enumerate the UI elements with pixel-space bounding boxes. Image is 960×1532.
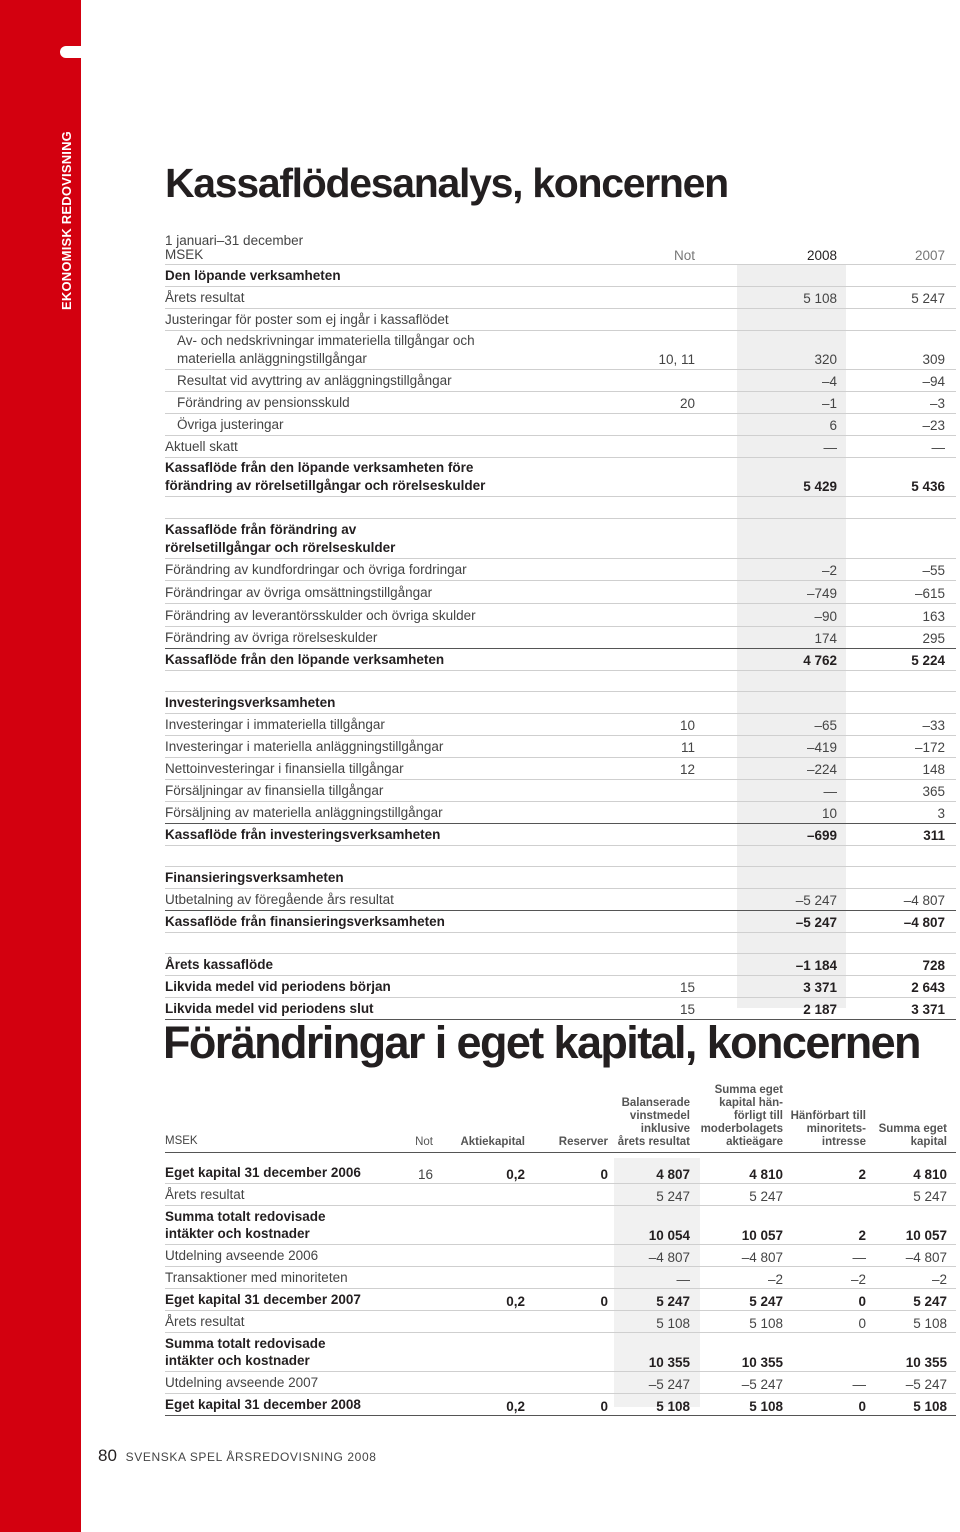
row-label: Kassaflöde från den löpande verksamheten före [165, 460, 474, 475]
value-summa: –4 807 [905, 1250, 947, 1265]
value-2008: 3 371 [803, 980, 837, 995]
value-balanserade: 5 108 [656, 1316, 690, 1331]
section-heading [165, 692, 956, 714]
row-label: Kassaflöde från finansieringsverksamheten [165, 914, 445, 929]
spacer-row [165, 846, 956, 867]
value-summa: 5 108 [913, 1316, 947, 1331]
unit-label: MSEK [165, 1135, 198, 1147]
col-aktiekapital: Aktiekapital [460, 1136, 525, 1148]
value-2007: 148 [922, 762, 945, 777]
row-label: Förändringar av övriga omsättningstillgångar [165, 585, 433, 600]
value-2007: –33 [922, 718, 945, 733]
header-row [165, 249, 956, 265]
value-balanserade: 5 108 [656, 1399, 690, 1414]
value-2008: –749 [806, 586, 837, 601]
table-row [165, 1267, 956, 1289]
col-2008: 2008 [806, 248, 837, 263]
table-row [165, 436, 956, 458]
section-heading [165, 867, 956, 889]
note-ref: 10 [679, 718, 695, 733]
value-2008: — [823, 784, 837, 799]
value-minoritet: 0 [858, 1294, 866, 1309]
col-2007: 2007 [914, 248, 945, 263]
value-2008: –1 184 [795, 958, 837, 973]
value-aktiekapital: 0,2 [506, 1167, 525, 1182]
value-summa-moderbolag: 5 108 [749, 1316, 783, 1331]
value-reserver: 0 [600, 1294, 608, 1309]
row-label: Investeringar i materiella anläggningstillgångar [165, 739, 444, 754]
value-summa: 5 247 [913, 1294, 947, 1309]
value-2007: –94 [922, 374, 945, 389]
total-row [165, 954, 956, 976]
row-label: Försäljningar av finansiella tillgångar [165, 783, 384, 798]
row-label: materiella anläggningstillgångar [177, 351, 367, 366]
value-2008: 5 429 [803, 479, 837, 494]
value-balanserade: 5 247 [656, 1294, 690, 1309]
col-summa-moderbolag: Summa eget kapital hän-förligt till moderbolagets aktieägare [700, 1084, 783, 1148]
row-label: Förändring av leverantörsskulder och övriga skulder [165, 608, 476, 623]
row-label: Årets resultat [165, 290, 245, 305]
row-label: Transaktioner med minoriteten [165, 1270, 348, 1285]
table-row [165, 802, 956, 824]
table-row [165, 714, 956, 736]
table-row [165, 780, 956, 802]
row-label: Årets resultat [165, 1314, 245, 1329]
period-label: 1 januari–31 december [165, 233, 304, 248]
table-row [165, 1372, 956, 1394]
value-2008: 174 [814, 631, 837, 646]
value-aktiekapital: 0,2 [506, 1399, 525, 1414]
subtotal-row [165, 824, 956, 846]
row-label: Summa totalt redovisade [165, 1209, 326, 1224]
value-balanserade: 10 355 [648, 1355, 690, 1370]
row-label: Eget kapital 31 december 2007 [165, 1292, 361, 1307]
value-balanserade: 5 247 [656, 1189, 690, 1204]
value-summa-moderbolag: 5 247 [749, 1294, 783, 1309]
subtotal-row [165, 911, 956, 933]
row-label: Förändring av övriga rörelseskulder [165, 630, 378, 645]
note-ref: 10, 11 [658, 352, 695, 367]
value-2007: –4 807 [903, 893, 945, 908]
table-row [165, 889, 956, 911]
note-ref: 20 [679, 396, 695, 411]
value-summa-moderbolag: 10 057 [741, 1228, 783, 1243]
row-label: Övriga justeringar [177, 417, 284, 432]
table-row [165, 627, 956, 649]
table-row [165, 331, 956, 370]
value-balanserade: — [676, 1272, 690, 1287]
table-row [165, 414, 956, 436]
table-row [165, 581, 956, 604]
value-reserver: 0 [600, 1167, 608, 1182]
spacer-row [165, 933, 956, 954]
row-label: Utdelning avseende 2006 [165, 1248, 319, 1263]
row-label: Investeringar i immateriella tillgångar [165, 717, 385, 732]
value-2007: 3 371 [911, 1002, 945, 1017]
value-2007: 365 [922, 784, 945, 799]
value-minoritet: 2 [858, 1228, 866, 1243]
row-label: Årets kassaflöde [165, 957, 274, 972]
value-2007: — [931, 440, 945, 455]
section-title: Kassaflöde från förändring av [165, 522, 357, 537]
table-row [165, 392, 956, 414]
table-row [165, 1394, 956, 1416]
row-label: Justeringar för poster som ej ingår i kassaflödet [165, 312, 449, 327]
note-ref: 16 [417, 1167, 433, 1182]
equity-table [165, 1082, 956, 1416]
value-2008: –65 [814, 718, 837, 733]
value-summa-moderbolag: 10 355 [741, 1355, 783, 1370]
value-reserver: 0 [600, 1399, 608, 1414]
value-summa: 4 810 [913, 1167, 947, 1182]
value-summa-moderbolag: 4 810 [749, 1167, 783, 1182]
section-title: Finansieringsverksamheten [165, 870, 344, 885]
table-row [165, 370, 956, 392]
value-2008: — [823, 440, 837, 455]
value-2008: 5 108 [803, 291, 837, 306]
col-minoritet: Hänförbart till minoritets-intresse [790, 1110, 866, 1148]
value-minoritet: –2 [850, 1272, 866, 1287]
col-summa: Summa eget kapital [878, 1123, 947, 1148]
row-label: Utbetalning av föregående års resultat [165, 892, 394, 907]
value-summa: 10 355 [905, 1355, 947, 1370]
table-row [165, 1311, 956, 1333]
page-number: 80 [98, 1446, 117, 1465]
section-title: rörelsetillgångar och rörelseskulder [165, 540, 396, 555]
value-balanserade: –4 807 [648, 1250, 690, 1265]
row-label: Kassaflöde från investeringsverksamheten [165, 827, 441, 842]
subtotal-row [165, 649, 956, 671]
value-summa: 5 108 [913, 1399, 947, 1414]
sidebar [0, 0, 81, 1532]
footer-text: SVENSKA SPEL ÅRSREDOVISNING 2008 [125, 1450, 377, 1464]
value-2007: 5 436 [911, 479, 945, 494]
value-2007: –55 [922, 563, 945, 578]
section-title: Investeringsverksamheten [165, 695, 336, 710]
value-2008: 10 [821, 806, 837, 821]
value-2007: 311 [923, 828, 945, 843]
table-row [165, 1206, 956, 1245]
row-label: Utdelning avseende 2007 [165, 1375, 319, 1390]
value-2008: –5 247 [795, 893, 837, 908]
value-summa-moderbolag: 5 247 [749, 1189, 783, 1204]
subtotal-row [165, 458, 956, 497]
row-label: Likvida medel vid periodens början [165, 979, 391, 994]
value-2007: –172 [914, 740, 945, 755]
page-title-equity: Förändringar i eget kapital, koncernen [163, 1017, 920, 1068]
value-minoritet: — [852, 1250, 866, 1265]
table-row [165, 1245, 956, 1267]
sidebar-notch [60, 46, 81, 58]
value-2008: 4 762 [803, 653, 837, 668]
unit-label: MSEK [165, 247, 204, 262]
value-2008: –699 [806, 828, 837, 843]
value-summa-moderbolag: –2 [767, 1272, 783, 1287]
value-2007: 5 247 [911, 291, 945, 306]
value-minoritet: — [852, 1377, 866, 1392]
value-2008: –2 [821, 563, 837, 578]
row-label: Av- och nedskrivningar immateriella tillgångar och [177, 333, 475, 348]
col-reserver: Reserver [558, 1136, 608, 1148]
value-2007: 2 643 [911, 980, 945, 995]
value-minoritet: 2 [858, 1167, 866, 1182]
value-2007: 3 [937, 806, 945, 821]
value-2008: –5 247 [795, 915, 837, 930]
row-label: Förändring av kundfordringar och övriga fordringar [165, 562, 467, 577]
row-label: Årets resultat [165, 1187, 245, 1202]
row-label: Likvida medel vid periodens slut [165, 1001, 374, 1016]
table-row [165, 1333, 956, 1372]
row-label: Försäljning av materiella anläggningstillgångar [165, 805, 443, 820]
value-minoritet: 0 [858, 1399, 866, 1414]
col-note: Not [673, 248, 695, 263]
row-label: Eget kapital 31 december 2006 [165, 1165, 361, 1180]
note-ref: 12 [679, 762, 695, 777]
value-2008: 2 187 [803, 1002, 837, 1017]
row-label: förändring av rörelsetillgångar och rörelseskulder [165, 478, 486, 493]
total-row [165, 976, 956, 998]
spacer-row [165, 497, 956, 519]
value-2008: 6 [829, 418, 837, 433]
value-2007: 728 [922, 958, 945, 973]
value-summa: –2 [931, 1272, 947, 1287]
table-row [165, 1184, 956, 1206]
cashflow-table [165, 233, 956, 1020]
row-label: intäkter och kostnader [165, 1226, 310, 1241]
value-2007: 295 [922, 631, 945, 646]
value-2008: 320 [814, 352, 837, 367]
value-2007: –615 [914, 586, 945, 601]
table-row [165, 1289, 956, 1311]
page-footer [98, 1446, 377, 1466]
row-label: Nettoinvesteringar i finansiella tillgångar [165, 761, 404, 776]
value-balanserade: –5 247 [648, 1377, 690, 1392]
value-summa-moderbolag: –4 807 [741, 1250, 783, 1265]
section-heading [165, 265, 956, 287]
value-2007: –23 [922, 418, 945, 433]
value-summa: –5 247 [905, 1377, 947, 1392]
value-2007: 163 [922, 609, 945, 624]
value-2007: 309 [922, 352, 945, 367]
table-row [165, 559, 956, 581]
value-2008: –419 [806, 740, 837, 755]
table-row [165, 309, 956, 331]
row-label: intäkter och kostnader [165, 1353, 310, 1368]
col-not: Not [415, 1136, 433, 1148]
spacer-row [165, 671, 956, 692]
equity-header-row [165, 1082, 956, 1153]
row-label: Förändring av pensionsskuld [177, 395, 350, 410]
row-label: Summa totalt redovisade [165, 1336, 326, 1351]
value-2008: –224 [806, 762, 837, 777]
note-ref: 11 [680, 740, 695, 755]
value-2008: –90 [814, 609, 837, 624]
value-summa-moderbolag: 5 108 [749, 1399, 783, 1414]
row-label: Kassaflöde från den löpande verksamheten [165, 652, 445, 667]
table-row [165, 758, 956, 780]
sidebar-label: EKONOMISK REDOVISNING [59, 131, 74, 310]
row-label: Eget kapital 31 december 2008 [165, 1397, 361, 1412]
table-row [165, 287, 956, 309]
value-aktiekapital: 0,2 [506, 1294, 525, 1309]
note-ref: 15 [679, 980, 695, 995]
section-title: Den löpande verksamheten [165, 268, 341, 283]
note-ref: 15 [679, 1002, 695, 1017]
table-row [165, 604, 956, 627]
row-label: Aktuell skatt [165, 439, 238, 454]
row-label: Resultat vid avyttring av anläggningstillgångar [177, 373, 452, 388]
table-row [165, 736, 956, 758]
value-summa-moderbolag: –5 247 [741, 1377, 783, 1392]
col-balanserade: Balanserade vinstmedel inklusive årets resultat [617, 1097, 690, 1148]
value-balanserade: 10 054 [648, 1228, 690, 1243]
value-summa: 10 057 [905, 1228, 947, 1243]
value-2008: –1 [821, 396, 837, 411]
value-2007: –4 807 [903, 915, 945, 930]
value-minoritet: 0 [858, 1316, 866, 1331]
value-2007: 5 224 [911, 653, 945, 668]
value-2008: –4 [821, 374, 837, 389]
value-summa: 5 247 [913, 1189, 947, 1204]
value-2007: –3 [929, 396, 945, 411]
value-balanserade: 4 807 [656, 1167, 690, 1182]
section-heading [165, 519, 956, 559]
table-row [165, 1162, 956, 1184]
page-title-cashflow: Kassaflödesanalys, koncernen [165, 160, 728, 206]
period-row [165, 233, 956, 249]
